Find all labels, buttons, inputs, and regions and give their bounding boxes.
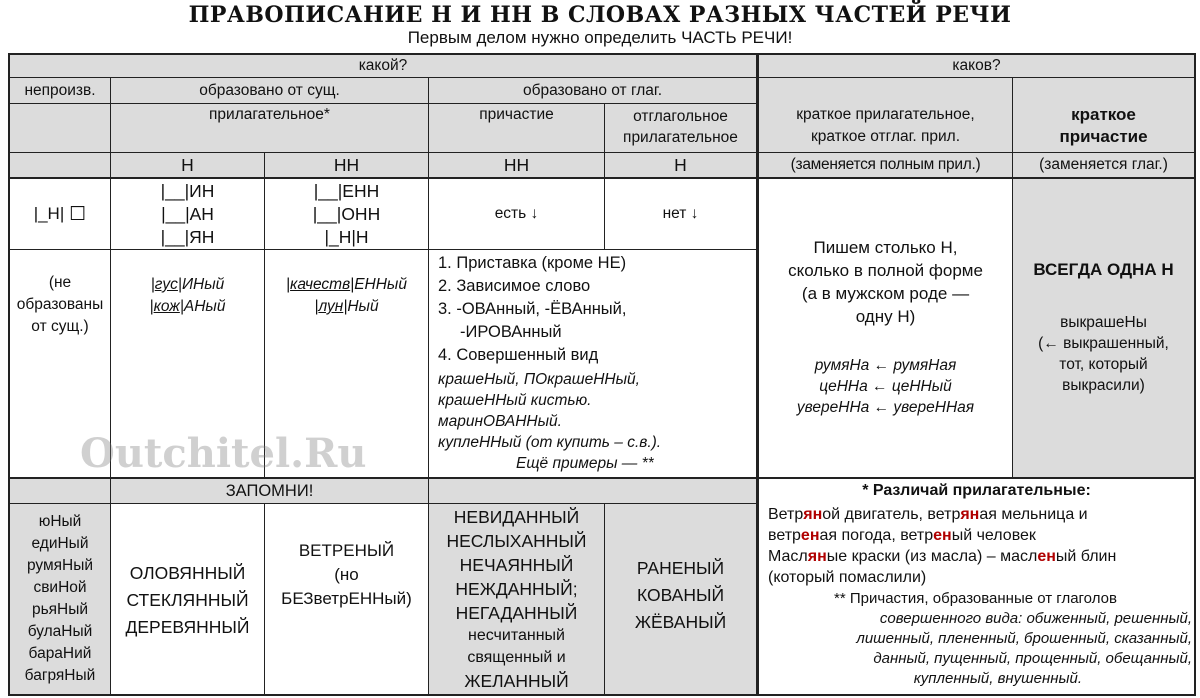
ot-glag-header: образовано от глаг. bbox=[522, 81, 662, 99]
nn-label-1: НН bbox=[333, 154, 360, 175]
n-label-2: Н bbox=[674, 154, 687, 175]
prichastie-rules: 1. Приставка (кроме НЕ) 2. Зависимое слово 3. -ОВАнный, -ЁВАнный, -ИРОВАнный 4. Совершенный вид bbox=[438, 254, 627, 364]
hline-b bbox=[8, 103, 758, 104]
hline-e bbox=[8, 249, 758, 250]
examples-nn: |качеств|ЕННый |лун|Ный bbox=[286, 276, 407, 315]
vetreny-word: ВЕТРЕНЫЙ (но БЕЗветрЕННый) bbox=[281, 541, 412, 608]
n-label-1: Н bbox=[181, 154, 194, 175]
prilag-header: прилагательное* bbox=[209, 106, 330, 123]
square-icon: ☐ bbox=[69, 203, 87, 225]
page-subtitle: Первым делом нужно определить ЧАСТЬ РЕЧИ! bbox=[407, 28, 793, 47]
exceptions-words: НЕВИДАННЫЙ НЕСЛЫХАННЫЙ НЕЧАЯННЫЙ НЕЖДАННЫЙ; НЕГАДАННЫЙ несчитанный священный и ЖЕЛАННЫЙ bbox=[446, 507, 587, 691]
neproizv-header: непроизв. bbox=[24, 81, 96, 99]
watermark: Outchitel.Ru bbox=[80, 430, 367, 477]
kakov-header: каков? bbox=[952, 57, 1001, 74]
zamenyaetsya-poln: (заменяется полным прил.) bbox=[790, 156, 981, 173]
scheme-prilag-n: |__|ИН |__|АН |__|ЯН bbox=[160, 180, 215, 247]
kratkoe-pril-header: краткое прилагательное, краткое отглаг. прил. bbox=[796, 106, 975, 145]
scheme-prilag-nn: |__|ЕНН |__|ОНН |_Н|Н bbox=[312, 180, 381, 247]
vsegda-odna-n: ВСЕГДА ОДНА Н bbox=[1033, 260, 1174, 279]
table-border-bottom bbox=[8, 694, 1196, 696]
razlichay-header: * Различай прилагательные: bbox=[862, 482, 1091, 499]
ne-obrazovany: (не образованы от сущ.) bbox=[16, 274, 104, 335]
prichastie-header: причастие bbox=[479, 106, 554, 123]
table-border-right bbox=[1194, 53, 1196, 696]
hline-g bbox=[8, 503, 756, 504]
kakoy-header: какой? bbox=[358, 57, 408, 74]
est-label: есть ↓ bbox=[494, 205, 539, 222]
ot-sush-header: образовано от сущ. bbox=[199, 81, 340, 99]
nn-label-2: НН bbox=[503, 154, 530, 175]
kratkoe-prich-header: краткое причастие bbox=[1059, 105, 1148, 146]
materials-words: ОЛОВЯННЫЙ СТЕКЛЯННЫЙ ДЕРЕВЯННЫЙ bbox=[125, 562, 250, 637]
scheme-neproizv bbox=[10, 179, 110, 249]
kratkoe-examples: румяНа ← румяНая цеННа ← цеННый увереННа ← увереННая bbox=[796, 357, 975, 416]
note-prichastiya: ** Причастия, образованные от глаголов совершенного вида: обиженный, решенный, лишенный, плененный, брошенный, сказанный, данный, пущенный, прощенный, обещанный, купленный, внушенный. bbox=[834, 590, 1192, 687]
zapomni-label: ЗАПОМНИ! bbox=[225, 481, 314, 500]
pishem-rule: Пишем столько Н, сколько в полной форме (а в мужском роде — одну Н) bbox=[788, 238, 983, 326]
vykrasheny-example: выкрашеНы (← выкрашенный, тот, который выкрасили) bbox=[1038, 314, 1169, 394]
page-title: ПРАВОПИСАНИЕ Н И НН В СЛОВАХ РАЗНЫХ ЧАСТЕЙ РЕЧИ bbox=[188, 2, 1012, 28]
net-label: нет ↓ bbox=[662, 205, 699, 222]
zamenyaetsya-glag: (заменяется глаг.) bbox=[1039, 156, 1168, 173]
examples-n: |гус|ИНый |кож|АНый bbox=[149, 276, 226, 315]
razlichay-examples: Ветряной двигатель, ветряная мельница и ветреная погода, ветреный человек Масляные краски (из масла) – масленый блин (который помаслили) bbox=[768, 506, 1117, 586]
words-col1: юНый едиНый румяНый свиНой рьяНый булаНый бараНий багряНый bbox=[24, 513, 96, 684]
prichastie-examples: крашеНый, ПОкрашеННый, крашеННый кистью. маринОВАННый. куплеННый (от купить – с.в.). Ещё примеры — ** bbox=[438, 371, 662, 472]
otglag-header: отглагольное прилагательное bbox=[623, 108, 738, 146]
raneny-words: РАНЕНЫЙ КОВАНЫЙ ЖЁВАНЫЙ bbox=[634, 557, 727, 632]
scheme-n: |_Н| bbox=[33, 204, 65, 223]
